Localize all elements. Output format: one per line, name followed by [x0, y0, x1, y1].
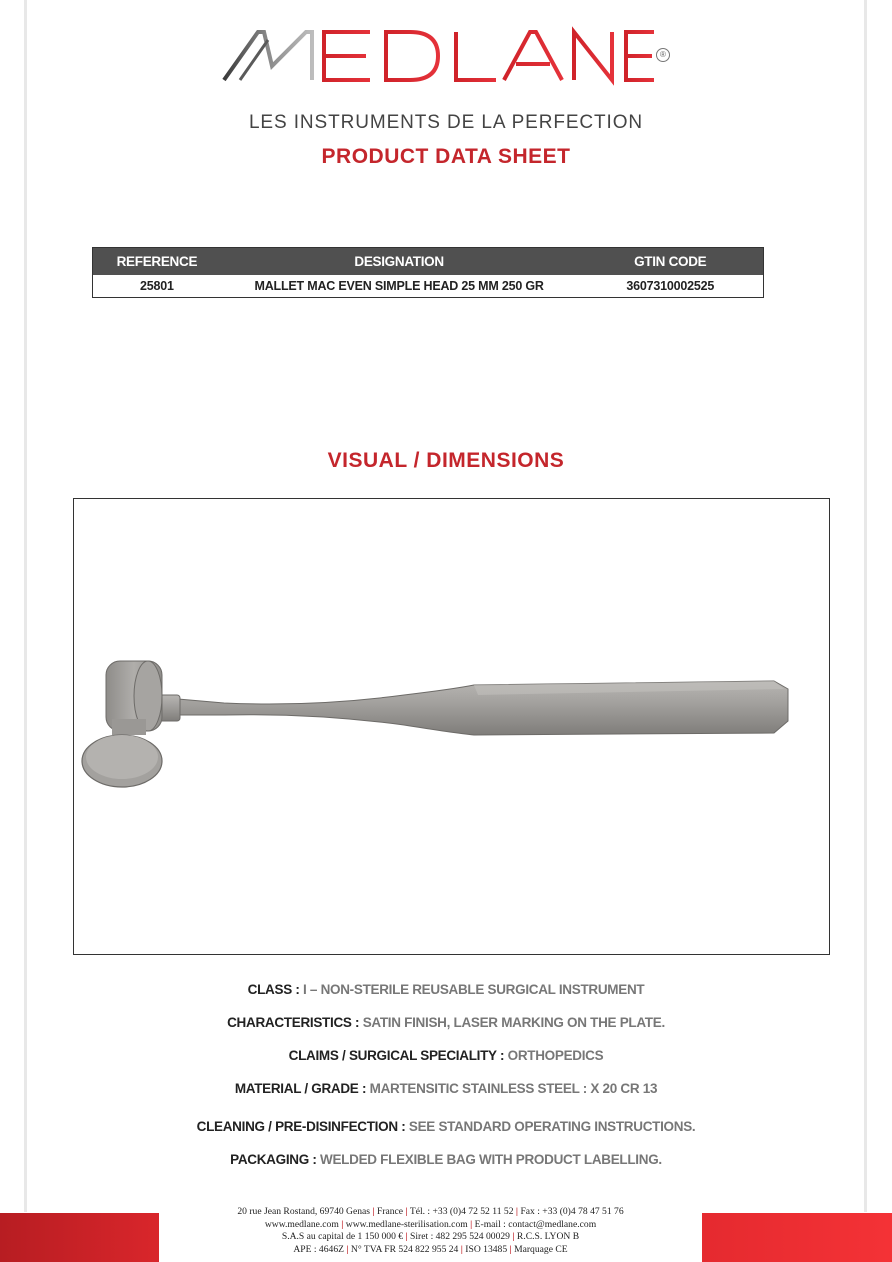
header-designation: DESIGNATION: [221, 248, 578, 276]
footer-sterilisation-link[interactable]: www.medlane-sterilisation.com: [345, 1218, 468, 1230]
spec-value: SEE STANDARD OPERATING INSTRUCTIONS.: [405, 1119, 696, 1134]
product-table: [92, 247, 764, 298]
spec-label: MATERIAL / GRADE :: [234, 1081, 367, 1096]
spec-packaging: [0, 1152, 892, 1167]
spec-value: ORTHOPEDICS: [504, 1048, 604, 1063]
brand-tagline: LES INSTRUMENTS DE LA PERFECTION: [248, 112, 644, 133]
cell-reference: 25801: [140, 279, 174, 293]
footer-capital: S.A.S au capital de 1 150 000 €: [281, 1231, 404, 1242]
footer-email-link[interactable]: E-mail : contact@medlane.com: [474, 1218, 597, 1230]
footer-siret: Siret : 482 295 524 00029: [410, 1231, 510, 1242]
footer-vat: N° TVA FR 524 822 955 24: [350, 1243, 459, 1255]
footer-phone: Tél. : +33 (0)4 72 52 11 52: [409, 1206, 514, 1217]
footer-rcs: R.C.S. LYON B: [516, 1231, 580, 1242]
footer-web-line: www.medlane.com | www.medlane-sterilisation.com | E-mail : contact@medlane.com: [264, 1218, 597, 1230]
footer-ape: APE : 4646Z: [293, 1243, 344, 1255]
spec-label: CLEANING / PRE-DISINFECTION :: [196, 1119, 406, 1134]
spec-value: WELDED FLEXIBLE BAG WITH PRODUCT LABELLING.: [316, 1152, 662, 1167]
footer-red-bar-left: [0, 1213, 159, 1262]
footer-red-bar-right: [702, 1213, 892, 1262]
spec-cleaning: [0, 1119, 892, 1134]
footer-address: 20 rue Jean Rostand, 69740 Genas: [237, 1206, 371, 1217]
company-footer: [159, 1206, 702, 1256]
footer-country: France: [376, 1206, 404, 1217]
spec-label: PACKAGING :: [230, 1152, 317, 1167]
table-header-row: [93, 248, 764, 276]
spec-value: MARTENSITIC STAINLESS STEEL : X 20 CR 13: [366, 1081, 658, 1096]
spec-label: CHARACTERISTICS :: [227, 1015, 360, 1030]
header-gtin-code: GTIN CODE: [577, 248, 763, 276]
spec-value: I – NON-STERILE REUSABLE SURGICAL INSTRUMENT: [299, 982, 645, 997]
footer-address-line: 20 rue Jean Rostand, 69740 Genas | France | Tél. : +33 (0)4 72 52 11 52 | Fax : +33 (0)4 78 47 51 76: [237, 1206, 624, 1217]
product-data-sheet-title: PRODUCT DATA SHEET: [321, 145, 571, 168]
spec-material: [0, 1081, 892, 1096]
product-visual-frame: [73, 498, 830, 955]
brand-logo: [0, 22, 892, 133]
registered-mark: ®: [656, 48, 670, 62]
spec-label: CLAIMS / SURGICAL SPECIALITY :: [288, 1048, 505, 1063]
visual-dimensions-title: VISUAL / DIMENSIONS: [327, 449, 565, 472]
cell-gtin-code: 3607310002525: [626, 279, 715, 293]
footer-company-line: S.A.S au capital de 1 150 000 € | Siret : 482 295 524 00029 | R.C.S. LYON B: [281, 1231, 580, 1242]
footer-registration-line: APE : 4646Z | N° TVA FR 524 822 955 24 | ISO 13485 | Marquage CE: [293, 1243, 568, 1255]
spec-label: CLASS :: [247, 982, 300, 997]
spec-characteristics: [0, 1015, 892, 1030]
spec-value: SATIN FINISH, LASER MARKING ON THE PLATE.: [359, 1015, 665, 1030]
table-row: [93, 275, 764, 298]
surgical-mallet-image: [74, 499, 831, 956]
footer-fax: Fax : +33 (0)4 78 47 51 76: [520, 1206, 624, 1217]
spec-class: [0, 982, 892, 997]
page-border-left: [24, 0, 27, 1212]
footer-iso: ISO 13485: [465, 1243, 508, 1255]
page-border-right: [864, 0, 867, 1212]
medlane-logo-wordmark: [220, 26, 660, 88]
spec-claims: [0, 1048, 892, 1063]
footer-ce-marking: Marquage CE: [514, 1243, 568, 1255]
footer-website-link[interactable]: www.medlane.com: [264, 1218, 339, 1230]
cell-designation: MALLET MAC EVEN SIMPLE HEAD 25 MM 250 GR: [254, 279, 544, 293]
header-reference: REFERENCE: [93, 248, 221, 276]
